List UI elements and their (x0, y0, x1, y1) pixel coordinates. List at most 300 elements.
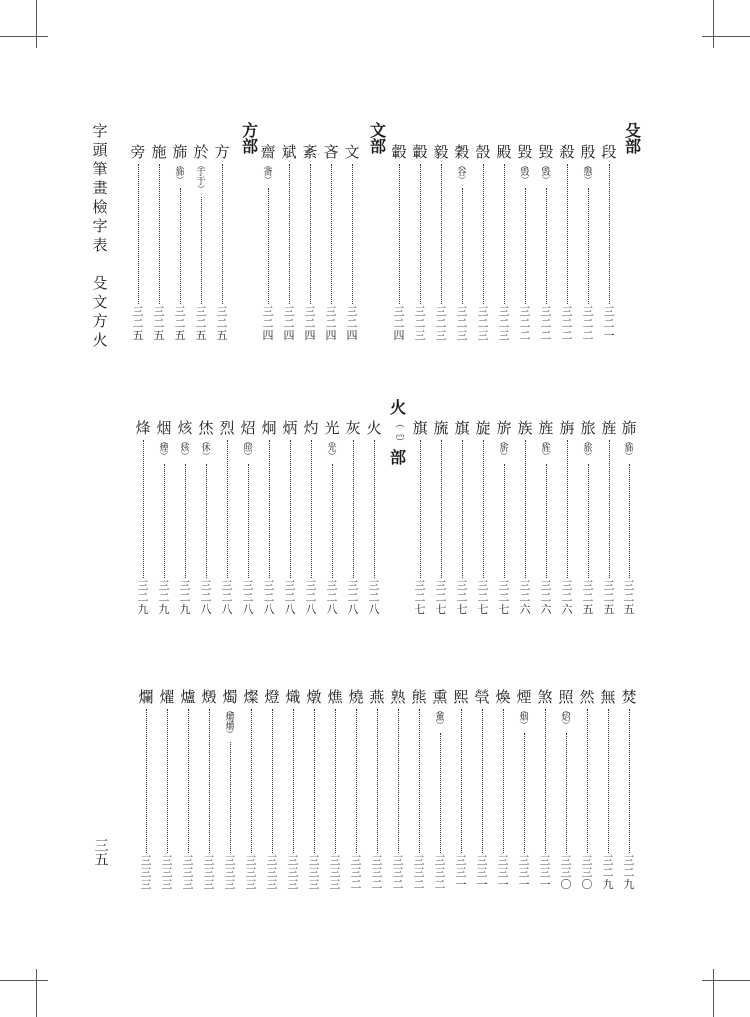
entry-variant (196, 163, 205, 193)
dot-leader (164, 464, 165, 578)
entry-page-digit: 三 (216, 305, 228, 318)
entry-page-digit: 三 (455, 866, 467, 879)
dot-leader (331, 164, 332, 304)
dot-leader (482, 709, 483, 853)
entry-page-digit: 三 (262, 305, 274, 318)
entry-character: 燒 (348, 688, 364, 706)
entry-page-digit: 三 (561, 579, 573, 592)
entry-page-digit: 三 (393, 305, 405, 318)
index-entry (598, 688, 618, 891)
entry-page-digit: 三 (581, 866, 593, 879)
crop-mark (713, 969, 714, 1017)
entry-character: 煙 (516, 688, 532, 706)
index-entry (301, 419, 321, 616)
entry-page-digit: 三 (435, 329, 447, 342)
index-entry (430, 688, 450, 891)
entry-page-digit: 二 (477, 317, 489, 330)
variant-open-bracket: ︵ (520, 161, 529, 170)
entry-character: 轂 (391, 143, 407, 161)
entry-variant (435, 708, 444, 729)
entry-page-digit: 一 (518, 878, 530, 891)
entry-page-digit: 三 (182, 854, 194, 867)
index-entry (578, 143, 598, 342)
index-entry (409, 688, 429, 891)
dot-leader (462, 188, 463, 304)
entry-character: 旌 (538, 419, 554, 437)
entry-page-digit: 二 (325, 317, 337, 330)
dot-leader (290, 440, 291, 578)
index-entry (452, 143, 472, 342)
entry-page-digit: 八 (326, 603, 338, 616)
entry-character: 殺 (559, 143, 575, 161)
entry-page-digit: 三 (308, 866, 320, 879)
index-entry (431, 143, 451, 342)
entry-page-digit: 三 (497, 854, 509, 867)
entry-page-digit: 三 (435, 305, 447, 318)
entry-character: 熊 (411, 688, 427, 706)
section-header-text: 火 (389, 398, 406, 417)
variant-open-bracket: ︵ (243, 437, 252, 446)
running-title-char: 字 (92, 122, 108, 140)
variant-char: 光 (327, 444, 337, 454)
entry-page-digit: 三 (497, 866, 509, 879)
entry-page-digit: 三 (284, 579, 296, 592)
index-entry (364, 419, 384, 616)
entry-page-digit: 三 (195, 305, 207, 318)
entry-page-digit: 三 (140, 878, 152, 891)
entry-page-digit: 二 (519, 329, 531, 342)
variant-open-bracket: ︵ (457, 161, 466, 170)
dot-leader (398, 709, 399, 853)
entry-page-digit: 二 (283, 317, 295, 330)
entry-character: 光 (324, 419, 340, 437)
dot-leader (209, 709, 210, 853)
entry-page-digit: 三 (603, 579, 615, 592)
entry-page-digit: 三 (456, 329, 468, 342)
running-title-char: 表 (92, 236, 108, 254)
section-header-wen (366, 122, 388, 154)
entry-page-digit: 三 (477, 305, 489, 318)
dot-leader (629, 464, 630, 578)
variant-char: 煙 (159, 444, 169, 454)
dot-leader (293, 709, 294, 853)
dot-leader (289, 164, 290, 304)
entry-page-digit: 五 (174, 329, 186, 342)
variant-open-bracket: ︵ (519, 706, 528, 715)
index-entry (128, 143, 148, 342)
index-entry (599, 143, 619, 342)
crop-mark (713, 0, 714, 48)
entry-character: 施 (151, 143, 167, 161)
entry-page-digit: 二 (519, 317, 531, 330)
dot-leader (441, 164, 442, 304)
entry-page-digit: 二 (179, 591, 191, 604)
entry-page-digit: 九 (137, 603, 149, 616)
entry-page-digit: 二 (602, 866, 614, 879)
index-entry (536, 419, 556, 616)
dot-leader (545, 709, 546, 853)
dot-leader (201, 197, 202, 304)
section-header-huo (387, 398, 409, 467)
index-entry (431, 419, 451, 616)
entry-page-digit: 三 (287, 878, 299, 891)
variant-char: 旂 (499, 444, 509, 454)
index-entry (557, 419, 577, 616)
index-entry (472, 688, 492, 891)
entry-page-digit: 二 (262, 317, 274, 330)
entry-page-digit: 三 (561, 305, 573, 318)
entry-page-digit: 三 (477, 579, 489, 592)
index-entry (283, 688, 303, 891)
entry-variant (520, 163, 529, 184)
entry-page-digit: 二 (158, 591, 170, 604)
entry-page-digit: 九 (602, 878, 614, 891)
entry-page-digit: 三 (498, 305, 510, 318)
entry-page-digit: 三 (560, 866, 572, 879)
dot-leader (567, 440, 568, 578)
entry-page-digit: 三 (623, 854, 635, 867)
entry-page-digit: 二 (435, 591, 447, 604)
entry-character: 段 (601, 143, 617, 161)
entry-variant (583, 163, 592, 184)
dot-leader (420, 440, 421, 578)
entry-page-digit: 〇 (560, 878, 572, 891)
entry-page-digit: 二 (413, 878, 425, 891)
variant-open-bracket: ︵ (561, 706, 570, 715)
dot-leader (268, 188, 269, 304)
entry-character: 燕 (369, 688, 385, 706)
entry-page-digit: 三 (603, 305, 615, 318)
entry-character: 旅 (580, 419, 596, 437)
crop-mark (702, 980, 750, 981)
entry-page-digit: 三 (413, 866, 425, 879)
entry-page-digit: 二 (561, 329, 573, 342)
entry-page-digit: 四 (393, 329, 405, 342)
variant-char: 慇 (583, 168, 593, 178)
entry-page-digit: 三 (221, 579, 233, 592)
index-entry (619, 419, 639, 616)
entry-page-digit: 三 (350, 866, 362, 879)
entry-variant (243, 439, 252, 460)
variant-char: 烗 (180, 444, 190, 454)
dot-leader (588, 464, 589, 578)
dot-leader (629, 709, 630, 853)
running-title-char: 畫 (92, 179, 108, 197)
entry-character: 燉 (306, 688, 322, 706)
variant-close-bracket: ︶ (583, 452, 592, 461)
entry-page-digit: 三 (132, 305, 144, 318)
entry-page-digit: 三 (224, 878, 236, 891)
entry-page-digit: 三 (174, 305, 186, 318)
crop-mark (0, 980, 48, 981)
entry-page-digit: 三 (414, 329, 426, 342)
index-entry (410, 143, 430, 342)
entry-page-digit: 三 (347, 579, 359, 592)
entry-page-digit: 二 (540, 329, 552, 342)
entry-variant (263, 163, 272, 184)
index-entry (238, 419, 258, 616)
entry-character: 烗 (177, 419, 193, 437)
entry-page-digit: 二 (350, 878, 362, 891)
entry-character: 爛 (138, 688, 154, 706)
index-entry (515, 143, 535, 342)
entry-page-digit: 三 (242, 579, 254, 592)
entry-page-digit: 二 (623, 591, 635, 604)
variant-open-bracket: ︵ (225, 706, 234, 715)
entry-page-digit: 三 (519, 579, 531, 592)
entry-character: 炤 (240, 419, 256, 437)
entry-variant (225, 708, 234, 738)
entry-page-digit: 二 (603, 591, 615, 604)
entry-page-digit: 三 (329, 866, 341, 879)
entry-character: 灰 (345, 419, 361, 437)
index-entry (557, 143, 577, 342)
entry-page-digit: 三 (455, 854, 467, 867)
entry-variant (541, 439, 550, 460)
entry-page-digit: 三 (518, 866, 530, 879)
variant-open-bracket: ︵ (327, 437, 336, 446)
index-entry (599, 419, 619, 616)
variant-close-bracket: ︶ (159, 452, 168, 461)
entry-page-digit: 三 (540, 579, 552, 592)
dot-leader (567, 164, 568, 304)
dot-leader (335, 709, 336, 853)
variant-close-bracket: ︶ (519, 721, 528, 730)
entry-page-digit: 三 (203, 866, 215, 879)
variant-close-bracket: ︶ (175, 176, 184, 185)
index-entry (451, 688, 471, 891)
dot-leader (441, 440, 442, 578)
dot-leader (353, 440, 354, 578)
entry-variant (201, 439, 210, 460)
index-entry (389, 143, 409, 342)
entry-page-digit: 九 (158, 603, 170, 616)
entry-page-digit: 二 (392, 878, 404, 891)
dot-leader (462, 440, 463, 578)
entry-character: 煞 (537, 688, 553, 706)
entry-page-digit: 三 (140, 866, 152, 879)
index-entry (199, 688, 219, 891)
entry-character: 轂 (412, 143, 428, 161)
entry-character: 熟 (390, 688, 406, 706)
variant-open-bracket: ︵ (263, 161, 272, 170)
entry-page-digit: 三 (179, 579, 191, 592)
dot-leader (377, 709, 378, 853)
dot-leader (314, 709, 315, 853)
entry-page-digit: 五 (195, 329, 207, 342)
entry-character: 燦 (243, 688, 259, 706)
dot-leader (524, 733, 525, 853)
index-entry (196, 419, 216, 616)
entry-page-digit: 六 (519, 603, 531, 616)
entry-character: 烈 (219, 419, 235, 437)
dot-leader (525, 440, 526, 578)
entry-page-digit: 三 (161, 854, 173, 867)
entry-page-digit: 三 (326, 579, 338, 592)
dot-leader (269, 440, 270, 578)
entry-page-digit: 五 (603, 603, 615, 616)
variant-close-bracket: ︶ (263, 176, 272, 185)
entry-page-digit: 四 (325, 329, 337, 342)
entry-page-digit: 三 (350, 854, 362, 867)
variant-char: 爝 (225, 722, 235, 732)
dot-leader (587, 709, 588, 853)
variant-open-bracket: ︵ (180, 437, 189, 446)
entry-page-digit: 一 (539, 878, 551, 891)
dot-leader (356, 709, 357, 853)
index-entry (258, 143, 278, 342)
variant-char: 炤 (561, 713, 571, 723)
entry-character: 殷 (580, 143, 596, 161)
entry-page-digit: 二 (498, 591, 510, 604)
entry-character: 燭 (222, 688, 238, 706)
entry-page-digit: 四 (262, 329, 274, 342)
entry-page-digit: 二 (414, 317, 426, 330)
entry-page-digit: 三 (329, 878, 341, 891)
entry-page-digit: 八 (284, 603, 296, 616)
entry-page-digit: 二 (347, 591, 359, 604)
dot-leader (185, 464, 186, 578)
running-title-char: 字 (92, 217, 108, 235)
index-entry (556, 688, 576, 891)
entry-page-digit: 三 (287, 854, 299, 867)
variant-char: 休 (201, 444, 211, 454)
section-header-text: 方部 (239, 122, 259, 154)
entry-page-digit: 二 (519, 591, 531, 604)
index-entry (170, 143, 190, 342)
dot-leader (230, 742, 231, 853)
variant-char: 旌 (541, 444, 551, 454)
dot-leader (483, 440, 484, 578)
dot-leader (609, 440, 610, 578)
entry-variant (175, 163, 184, 184)
index-entry (220, 688, 240, 891)
index-entry (262, 688, 282, 891)
entry-page-digit: 二 (582, 317, 594, 330)
entry-page-digit: 三 (346, 305, 358, 318)
entry-character: 旆 (172, 143, 188, 161)
index-entry (175, 419, 195, 616)
entry-page-digit: 三 (435, 579, 447, 592)
dot-leader (188, 709, 189, 853)
entry-character: 烟 (156, 419, 172, 437)
entry-character: 旃 (559, 419, 575, 437)
index-entry (535, 688, 555, 891)
entry-page-digit: 三 (266, 878, 278, 891)
entry-page-digit: 三 (434, 854, 446, 867)
dot-leader (352, 164, 353, 304)
page-number-text: 三五 (92, 838, 109, 866)
entry-page-digit: 二 (216, 317, 228, 330)
entry-character: 方 (214, 143, 230, 161)
dot-leader (504, 464, 505, 578)
entry-page-digit: 二 (221, 591, 233, 604)
dot-leader (251, 709, 252, 853)
index-entry (149, 143, 169, 342)
dot-leader (206, 464, 207, 578)
entry-character: 毅 (433, 143, 449, 161)
index-entry (515, 419, 535, 616)
entry-character: 旗 (412, 419, 428, 437)
entry-page-digit: 二 (456, 317, 468, 330)
crop-mark (36, 969, 37, 1017)
running-title (89, 122, 111, 350)
index-entry (157, 688, 177, 891)
variant-close-bracket: ︶ (180, 452, 189, 461)
entry-page-digit: 六 (540, 603, 552, 616)
entry-page-digit: 三 (392, 854, 404, 867)
entry-page-digit: 三 (224, 854, 236, 867)
entry-page-digit: 二 (477, 591, 489, 604)
index-entry (217, 419, 237, 616)
entry-page-digit: 三 (245, 866, 257, 879)
entry-page-digit: 三 (305, 579, 317, 592)
index-entry (578, 419, 598, 616)
entry-character: 旒 (433, 419, 449, 437)
variant-open-bracket: ︵ (435, 706, 444, 715)
entry-page-digit: 三 (456, 305, 468, 318)
entry-page-digit: 二 (242, 591, 254, 604)
entry-page-digit: 三 (413, 854, 425, 867)
entry-page-digit: 〇 (581, 878, 593, 891)
entry-variant (457, 163, 466, 184)
dot-leader (588, 188, 589, 304)
index-entry (300, 143, 320, 342)
entry-page-digit: 二 (326, 591, 338, 604)
entry-variant (327, 439, 336, 460)
running-title-section: 火 (92, 331, 108, 349)
entry-page-digit: 七 (477, 603, 489, 616)
variant-close-bracket: ︶ (499, 452, 508, 461)
entry-page-digit: 三 (414, 305, 426, 318)
section-header-text: 部 (389, 448, 406, 467)
entry-character: 文 (344, 143, 360, 161)
entry-character: 火 (366, 419, 382, 437)
index-entry (494, 143, 514, 342)
entry-character: 然 (579, 688, 595, 706)
entry-character: 熾 (285, 688, 301, 706)
running-title-section: 方 (92, 312, 108, 330)
entry-character: 旁 (130, 143, 146, 161)
index-entry (322, 419, 342, 616)
index-entry (304, 688, 324, 891)
entry-page-digit: 三 (203, 854, 215, 867)
variant-char: 于 (196, 168, 206, 178)
entry-page-digit: 七 (435, 603, 447, 616)
index-entry (191, 143, 211, 342)
entry-page-digit: 二 (305, 591, 317, 604)
entry-page-digit: 八 (242, 603, 254, 616)
dot-leader (420, 164, 421, 304)
entry-page-digit: 二 (603, 317, 615, 330)
entry-page-digit: 三 (329, 854, 341, 867)
entry-character: 燿 (159, 688, 175, 706)
entry-page-digit: 八 (200, 603, 212, 616)
entry-page-digit: 二 (132, 317, 144, 330)
dot-leader (503, 709, 504, 853)
entry-character: 穀 (454, 143, 470, 161)
entry-page-digit: 二 (371, 878, 383, 891)
dot-leader (311, 440, 312, 578)
dot-leader (546, 464, 547, 578)
entry-page-digit: 三 (434, 866, 446, 879)
entry-page-digit: 二 (368, 591, 380, 604)
variant-open-bracket: ︵ (541, 437, 550, 446)
variant-open-bracket: ︵ (175, 161, 184, 170)
crop-mark (36, 0, 37, 48)
variant-open-bracket: ︵ (541, 161, 550, 170)
dot-leader (227, 440, 228, 578)
